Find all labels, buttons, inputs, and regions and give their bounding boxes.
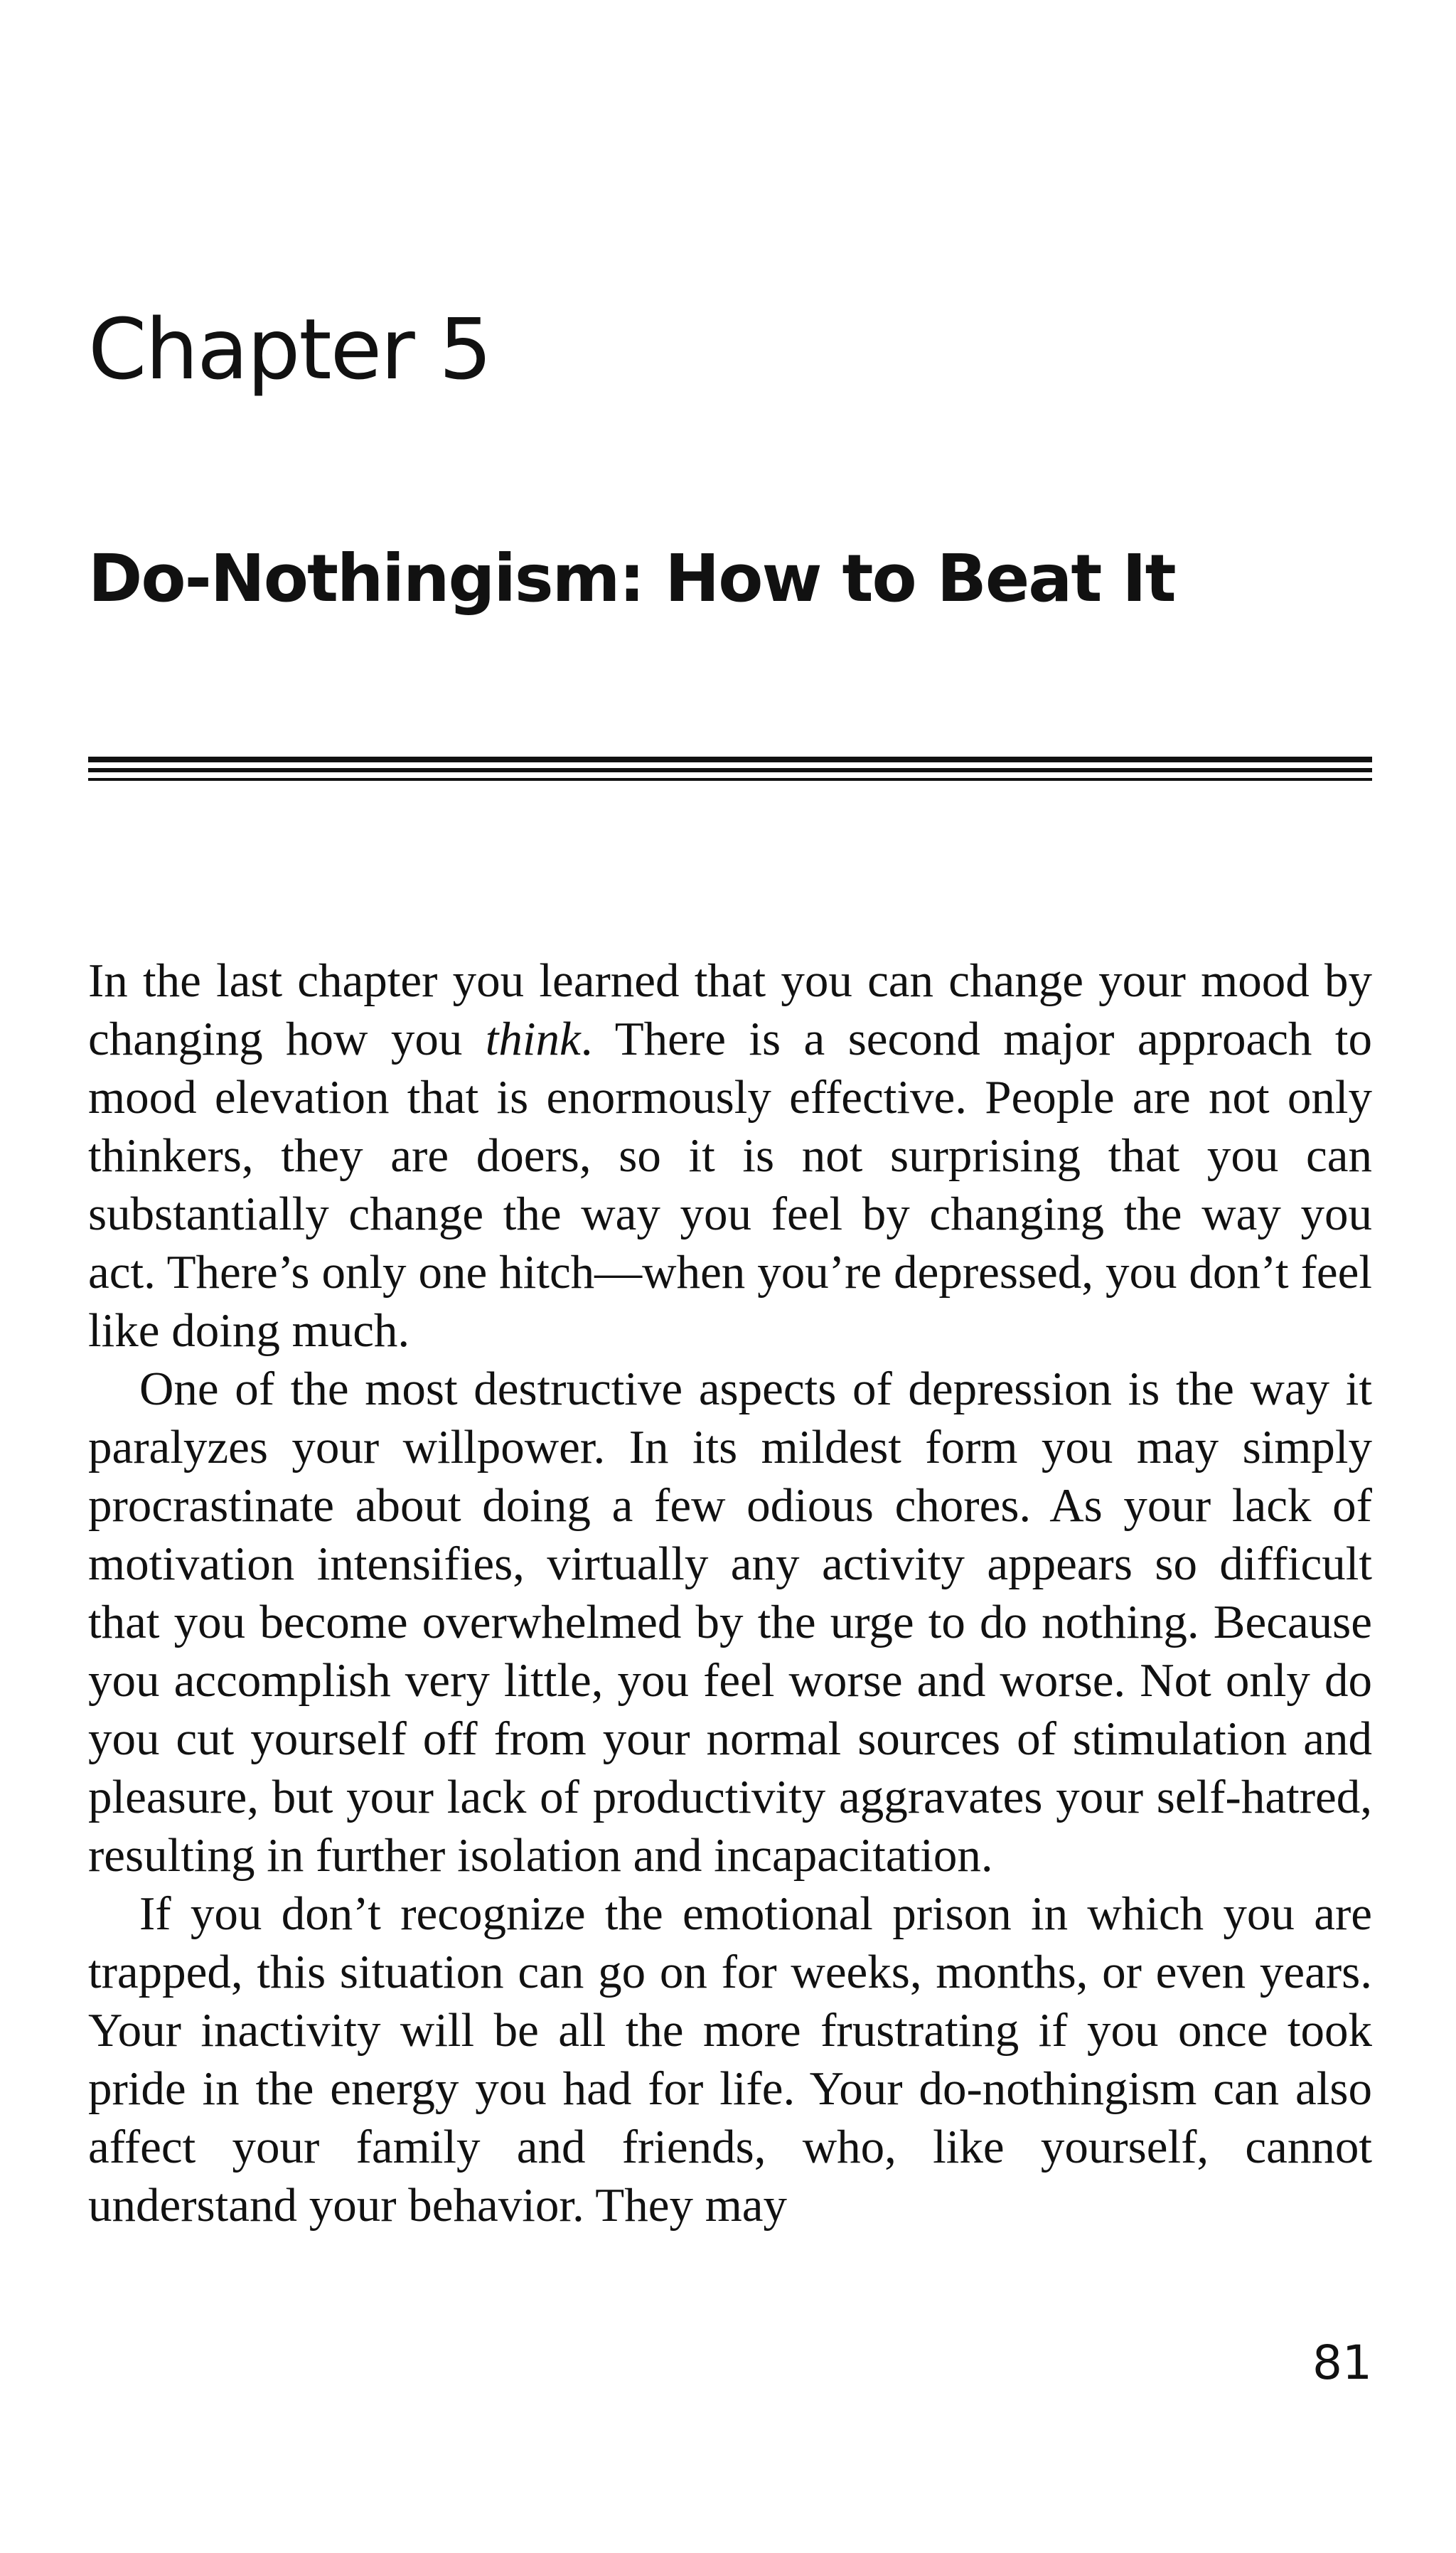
title-rule-bottom bbox=[88, 778, 1372, 781]
body-text bbox=[88, 952, 1372, 2234]
chapter-title: Do-Nothingism: How to Beat It bbox=[88, 540, 1175, 617]
title-rule-middle bbox=[88, 768, 1372, 772]
paragraph-1 bbox=[88, 952, 1372, 1360]
title-rule-top bbox=[88, 757, 1372, 762]
chapter-label: Chapter 5 bbox=[88, 300, 491, 398]
paragraph-1-part-2: . There is a second major approach to mood elevation that is enormously effective. People are not only thinkers, they are doers, so it is not surprising that you can substantially change the way you feel by changing the way you act. There’s only one hitch—when you’re depressed, you don’t feel like doing much. bbox=[88, 1013, 1372, 1357]
paragraph-3: If you don’t recognize the emotional prison in which you are trapped, this situation can go on for weeks, months, or even years. Your inactivity will be all the more frustrating if you once took pride in the energy you had for life. Your do-nothingism can also affect your family and friends, who, like yourself, cannot understand your behavior. They may bbox=[88, 1887, 1372, 2232]
page-number: 81 bbox=[1312, 2335, 1372, 2390]
paragraph-2: One of the most destructive aspects of depression is the way it paralyzes your willpower. In its mildest form you may simply procrastinate about doing a few odious chores. As your lack of motivation intensifies, virtually any activity appears so difficult that you become overwhelmed by the urge to do nothing. Because you accomplish very little, you feel worse and worse. Not only do you cut yourself off from your normal sources of stimulation and pleasure, but your lack of productivity aggravates your self-hatred, resulting in further isolation and incapacitation. bbox=[88, 1363, 1372, 1882]
paragraph-1-part-1: In the last chapter you learned that you can change your mood by changing how you bbox=[88, 954, 1372, 1065]
paragraph-1-emphasis: think bbox=[485, 1013, 581, 1065]
